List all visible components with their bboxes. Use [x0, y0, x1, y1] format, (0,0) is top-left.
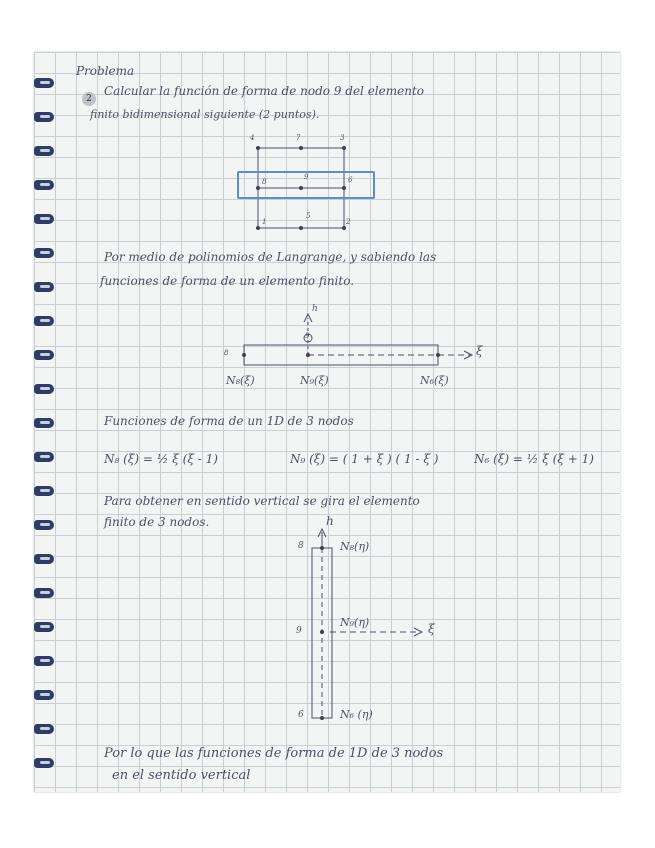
problem-statement-line2: finito bidimensional siguiente (2 puntos). — [90, 108, 320, 121]
formula-n9: N₉ (ξ) = ( 1 + ξ ) ( 1 - ξ ) — [290, 452, 439, 466]
paragraph3-line1: Para obtener en sentido vertical se gira el elemento — [104, 494, 420, 508]
label-n6-xi: N₆(ξ) — [420, 374, 449, 387]
label-n8-xi: N₈(ξ) — [226, 374, 255, 387]
node-label: 4 — [250, 134, 255, 142]
page-title: Problema — [76, 64, 135, 78]
formula-n6: N₆ (ξ) = ½ ξ (ξ + 1) — [474, 452, 594, 466]
node-label: 8 — [224, 349, 229, 357]
question-number: 2 — [82, 92, 96, 106]
axis-eta-label-vertical: h — [326, 514, 334, 528]
center-node-mark: 9 — [305, 332, 310, 340]
label-n9-xi: N₉(ξ) — [300, 374, 329, 387]
node-label: 5 — [306, 212, 311, 220]
paragraph1-line2: funciones de forma de un elemento finito. — [100, 274, 355, 288]
paragraph4-line1: Por lo que las funciones de forma de 1D de 3 nodos — [104, 746, 444, 761]
node-label: 2 — [346, 218, 351, 226]
node-label: 3 — [340, 134, 345, 142]
paragraph1-line1: Por medio de polinomios de Langrange, y sabiendo las — [104, 250, 437, 264]
formula-n8: N₈ (ξ) = ½ ξ (ξ - 1) — [104, 452, 218, 466]
axis-eta-label: h — [312, 304, 318, 314]
node-label: 6 — [298, 710, 304, 720]
node-label: 9 — [304, 173, 309, 181]
node-label: 1 — [262, 218, 267, 226]
paragraph3-line2: finito de 3 nodos. — [104, 515, 210, 529]
axis-xi-label: ξ — [476, 344, 483, 358]
problem-statement-line1: Calcular la función de forma de nodo 9 del elemento — [104, 84, 424, 98]
paragraph4-line2: en el sentido vertical — [112, 768, 251, 783]
label-n8-eta: N₈(η) — [340, 540, 370, 553]
label-n9-eta: N₉(η) — [340, 616, 370, 629]
node-label: 6 — [348, 176, 353, 184]
label-n6-eta: N₆ (η) — [340, 708, 373, 721]
paragraph2-line1: Funciones de forma de un 1D de 3 nodos — [104, 414, 354, 428]
node-label: 7 — [296, 134, 301, 142]
node-label: 8 — [298, 541, 304, 551]
node-label: 8 — [262, 178, 267, 186]
axis-xi-label-vertical: ξ — [428, 622, 435, 636]
element-1d-horizontal — [244, 314, 472, 365]
question-number-badge — [82, 86, 96, 106]
node-label: 9 — [296, 626, 302, 636]
